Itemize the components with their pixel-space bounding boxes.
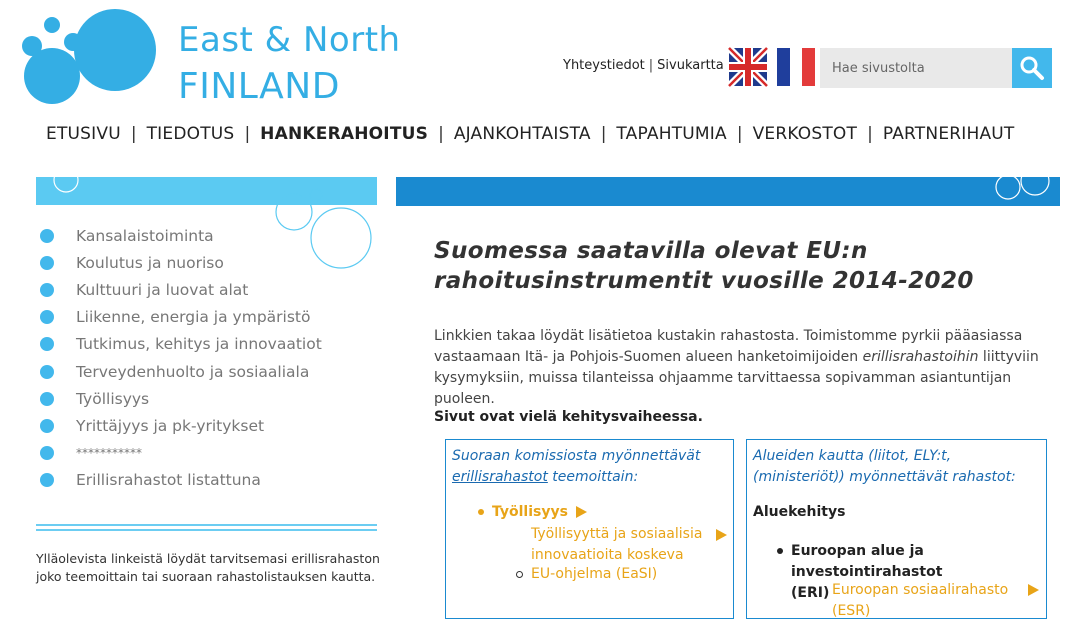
- box-heading-text: teemoittain:: [547, 469, 639, 485]
- nav-tiedotus[interactable]: TIEDOTUS: [146, 124, 235, 144]
- arrow-right-icon: [576, 506, 587, 518]
- esr-link[interactable]: Euroopan sosiaalirahasto (ESR): [832, 582, 1009, 619]
- box-heading: [446, 440, 733, 488]
- search-input[interactable]: [820, 48, 1012, 88]
- logo-text-line1: East & North: [178, 20, 401, 60]
- intro-text-part: liittyviin kysymyksiin, muissa tilanteissa ohjaamme tarvittaessa sopivamman asiantuntijan puoleen.: [434, 349, 1039, 407]
- bullet-icon: [40, 283, 54, 297]
- easi-sub-link[interactable]: Työllisyyttä ja sosiaalisia innovaatioita koskeva: [531, 526, 703, 563]
- bullet-icon: [40, 310, 54, 324]
- sidebar-item-tutkimus[interactable]: [40, 331, 322, 358]
- main-nav: [46, 124, 1015, 144]
- bullet-icon: [777, 548, 783, 554]
- sidebar-item-erillisrahastot[interactable]: [40, 467, 322, 494]
- bullet-icon: [40, 392, 54, 406]
- content-banner: [396, 177, 1060, 206]
- easi-link[interactable]: EU-ohjelma (EaSI): [531, 566, 658, 582]
- bullet-icon: [40, 473, 54, 487]
- site-logo[interactable]: [18, 6, 401, 114]
- sidebar-item-label: Kansalaistoiminta: [76, 226, 214, 245]
- intro-text: [434, 326, 1060, 410]
- sidebar-item-yrittajyys[interactable]: [40, 412, 322, 439]
- sidebar-item-label: Koulutus ja nuoriso: [76, 253, 224, 272]
- bullet-icon: [40, 337, 54, 351]
- nav-separator: |: [867, 124, 873, 144]
- box-heading: Alueiden kautta (liitot, ELY:t, (ministeriöt)) myönnettävät rahastot:: [753, 448, 1016, 485]
- regional-funds-box: [746, 439, 1047, 619]
- nav-verkostot[interactable]: VERKOSTOT: [752, 124, 858, 144]
- sidebar-item-liikenne[interactable]: [40, 304, 322, 331]
- nav-separator: |: [600, 124, 607, 144]
- aluekehitys-heading: Aluekehitys: [753, 504, 846, 520]
- arrow-right-icon: [1028, 584, 1039, 596]
- sidebar-item-label: ***********: [76, 446, 142, 461]
- arrow-right-icon: [716, 529, 727, 541]
- intro-text-part: Linkkien takaa löydät lisätietoa kustakin rahastosta. Toimistomme pyrkii pääasiassa vastaamaan Itä- ja Pohjois-Suomen alueen hanketoimijoiden: [434, 328, 1023, 365]
- banner-bubbles-icon: [990, 171, 1060, 211]
- sidebar-divider: [36, 529, 377, 531]
- circle-bullet-icon: [516, 571, 523, 578]
- erillisrahastot-link[interactable]: erillisrahastot: [452, 469, 548, 485]
- sidebar-item-kulttuuri[interactable]: [40, 276, 322, 303]
- nav-separator: |: [736, 124, 743, 144]
- sidebar-item-terveydenhuolto[interactable]: [40, 358, 322, 385]
- sidebar-item-label: Tutkimus, kehitys ja innovaatiot: [76, 335, 322, 354]
- french-flag-icon[interactable]: [777, 48, 815, 86]
- sidebar-divider: [36, 524, 377, 526]
- intro-emphasis: erillisrahastoihin: [862, 349, 979, 365]
- english-flag-icon[interactable]: [729, 48, 767, 86]
- nav-separator: |: [438, 124, 444, 144]
- bullet-icon: [40, 256, 54, 270]
- search-icon: [1019, 55, 1045, 81]
- sidebar-list: [40, 222, 322, 494]
- bullet-icon: [40, 419, 54, 433]
- nav-etusivu[interactable]: ETUSIVU: [46, 124, 121, 144]
- sidebar-item-label: Kulttuuri ja luovat alat: [76, 280, 249, 299]
- nav-tapahtumia[interactable]: TAPAHTUMIA: [616, 124, 727, 144]
- sidebar-item-label: Liikenne, energia ja ympäristö: [76, 308, 311, 327]
- bullet-icon: [40, 365, 54, 379]
- nav-separator: |: [244, 124, 251, 144]
- bullet-icon: [40, 446, 54, 460]
- tyollisyys-item[interactable]: [478, 504, 587, 520]
- sitemap-link[interactable]: Sivukartta: [657, 58, 724, 73]
- contact-link[interactable]: Yhteystiedot: [563, 58, 645, 73]
- nav-hankerahoitus[interactable]: HANKERAHOITUS: [260, 124, 429, 144]
- commission-funds-box: [445, 439, 734, 619]
- sidebar-item-label: Erillisrahastot listattuna: [76, 471, 261, 490]
- top-links-separator: |: [648, 58, 654, 73]
- nav-partnerihaut[interactable]: PARTNERIHAUT: [882, 124, 1015, 144]
- bullet-icon: [40, 229, 54, 243]
- tyollisyys-link[interactable]: Työllisyys: [492, 504, 568, 520]
- page-title: Suomessa saatavilla olevat EU:n rahoitusinstrumentit vuosille 2014-2020: [434, 238, 974, 294]
- box-heading-text: Suoraan komissiosta myönnettävät: [452, 448, 701, 464]
- sidebar-item-label: Terveydenhuolto ja sosiaaliala: [76, 362, 310, 381]
- sidebar-item-tyollisyys[interactable]: [40, 385, 322, 412]
- top-links: [563, 58, 724, 73]
- search-button[interactable]: [1012, 48, 1052, 88]
- sidebar-item-divider: [40, 440, 322, 467]
- development-note: Sivut ovat vielä kehitysvaiheessa.: [434, 409, 703, 425]
- bullet-icon: [478, 509, 484, 515]
- sidebar-item-label: Työllisyys: [76, 389, 150, 408]
- sidebar-note: Ylläolevista linkeistä löydät tarvitsemasi erillisrahaston joko teemoittain tai suoraan rahastolistauksen kautta.: [36, 551, 380, 584]
- eri-label: Euroopan alue ja investointirahastot (ERI): [791, 543, 943, 601]
- sidebar-item-label: Yrittäjyys ja pk-yritykset: [76, 416, 265, 435]
- logo-text-line2: FINLAND: [178, 66, 340, 107]
- logo-bubbles-icon: [18, 6, 178, 114]
- nav-ajankohtaista[interactable]: AJANKOHTAISTA: [453, 124, 591, 144]
- nav-separator: |: [130, 124, 137, 144]
- easi-item[interactable]: [516, 566, 657, 582]
- sidebar-item-koulutus[interactable]: [40, 249, 322, 276]
- sidebar-item-kansalaistoiminta[interactable]: [40, 222, 322, 249]
